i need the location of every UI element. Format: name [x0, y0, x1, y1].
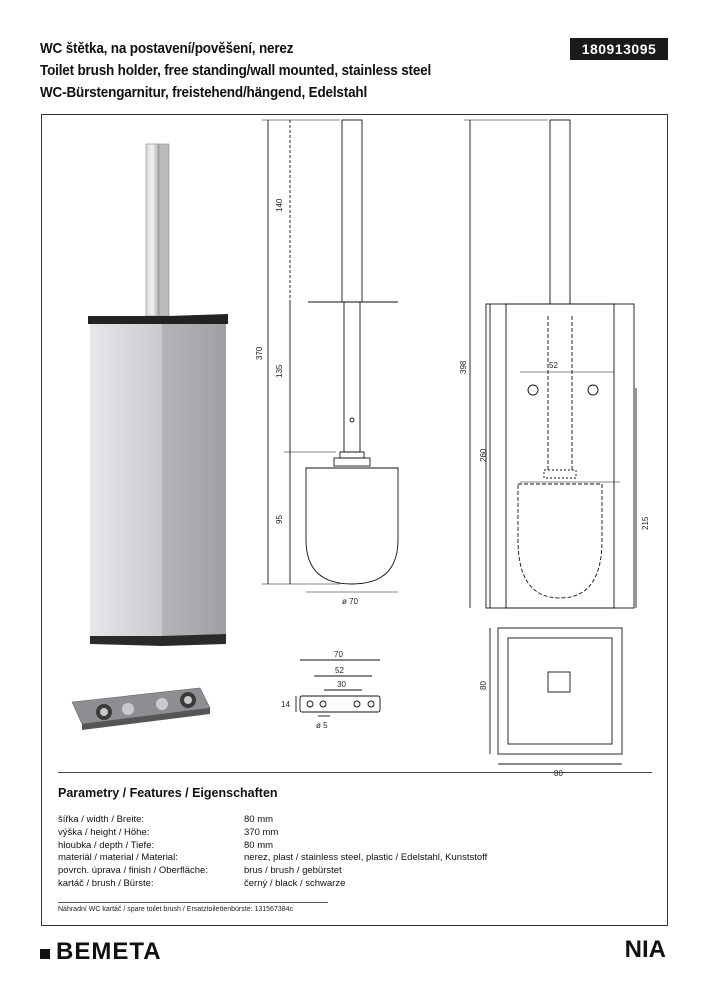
brand-logo — [40, 938, 162, 966]
brand-name: BEMETA — [56, 938, 162, 965]
param-value: 80 mm — [244, 839, 274, 851]
param-label: výška / height / Höhe: — [58, 826, 150, 838]
param-value: 370 mm — [244, 826, 279, 838]
param-label: materiál / material / Material: — [58, 852, 178, 864]
param-label: kartáč / brush / Bürste: — [58, 877, 154, 889]
title-en: Toilet brush holder, free standing/wall mounted, stainless steel — [40, 62, 432, 79]
bracket-photo — [72, 688, 210, 730]
param-row — [58, 840, 658, 853]
title-de: WC-Bürstengarnitur, freistehend/hängend, Edelstahl — [40, 84, 368, 101]
dim-side-diameter: ø 70 — [342, 597, 359, 606]
param-row — [58, 814, 658, 827]
logo-square-icon — [40, 949, 50, 959]
dim-bracket-outer: 70 — [334, 650, 343, 659]
param-label: hloubka / depth / Tiefe: — [58, 839, 155, 851]
param-label: povrch. úprava / finish / Oberfläche: — [58, 865, 208, 877]
dim-side-low: 95 — [275, 515, 284, 524]
dim-bracket-inner: 30 — [337, 680, 346, 689]
param-label: šířka / width / Breite: — [58, 814, 145, 825]
param-value: brus / brush / gebürstet — [244, 865, 342, 877]
dim-bracket-hole: ø 5 — [316, 721, 328, 730]
dim-side-total: 370 — [255, 346, 264, 360]
dim-front-mid: 260 — [479, 448, 488, 462]
param-value: nerez, plast / stainless steel, plastic / Edelstahl, Kunststoff — [244, 852, 488, 864]
dim-side-mid: 135 — [275, 364, 284, 378]
series-name: NIA — [624, 936, 666, 963]
title-cz: WC štětka, na postavení/pověšení, nerez — [40, 40, 294, 57]
dim-side-top: 140 — [275, 198, 284, 212]
product-photo — [88, 144, 228, 646]
note-divider — [58, 902, 328, 903]
dim-front-low: 215 — [641, 516, 650, 530]
param-row — [58, 852, 658, 865]
params-section — [58, 786, 658, 891]
param-row — [58, 878, 658, 891]
dim-bracket-height: 14 — [281, 700, 290, 709]
param-row — [58, 827, 658, 840]
param-row — [58, 865, 658, 878]
param-value: 80 mm — [244, 814, 274, 825]
params-title: Parametry / Features / Eigenschaften — [58, 786, 278, 800]
dim-front-total: 398 — [459, 360, 468, 374]
dim-bracket-mid: 52 — [335, 666, 344, 675]
base-view — [490, 628, 622, 764]
product-code-badge: 180913095 — [570, 38, 668, 60]
dim-base-width: 80 — [554, 769, 563, 778]
dim-base-depth: 80 — [479, 681, 488, 690]
dim-front-hole-spacing: 52 — [549, 361, 558, 370]
spare-brush-note: Náhradní WC kartáč / spare toilet brush / Ersatztoilettenbürste: 131567384c — [58, 906, 294, 913]
section-divider — [58, 772, 652, 773]
param-value: černý / black / schwarze — [244, 877, 346, 889]
